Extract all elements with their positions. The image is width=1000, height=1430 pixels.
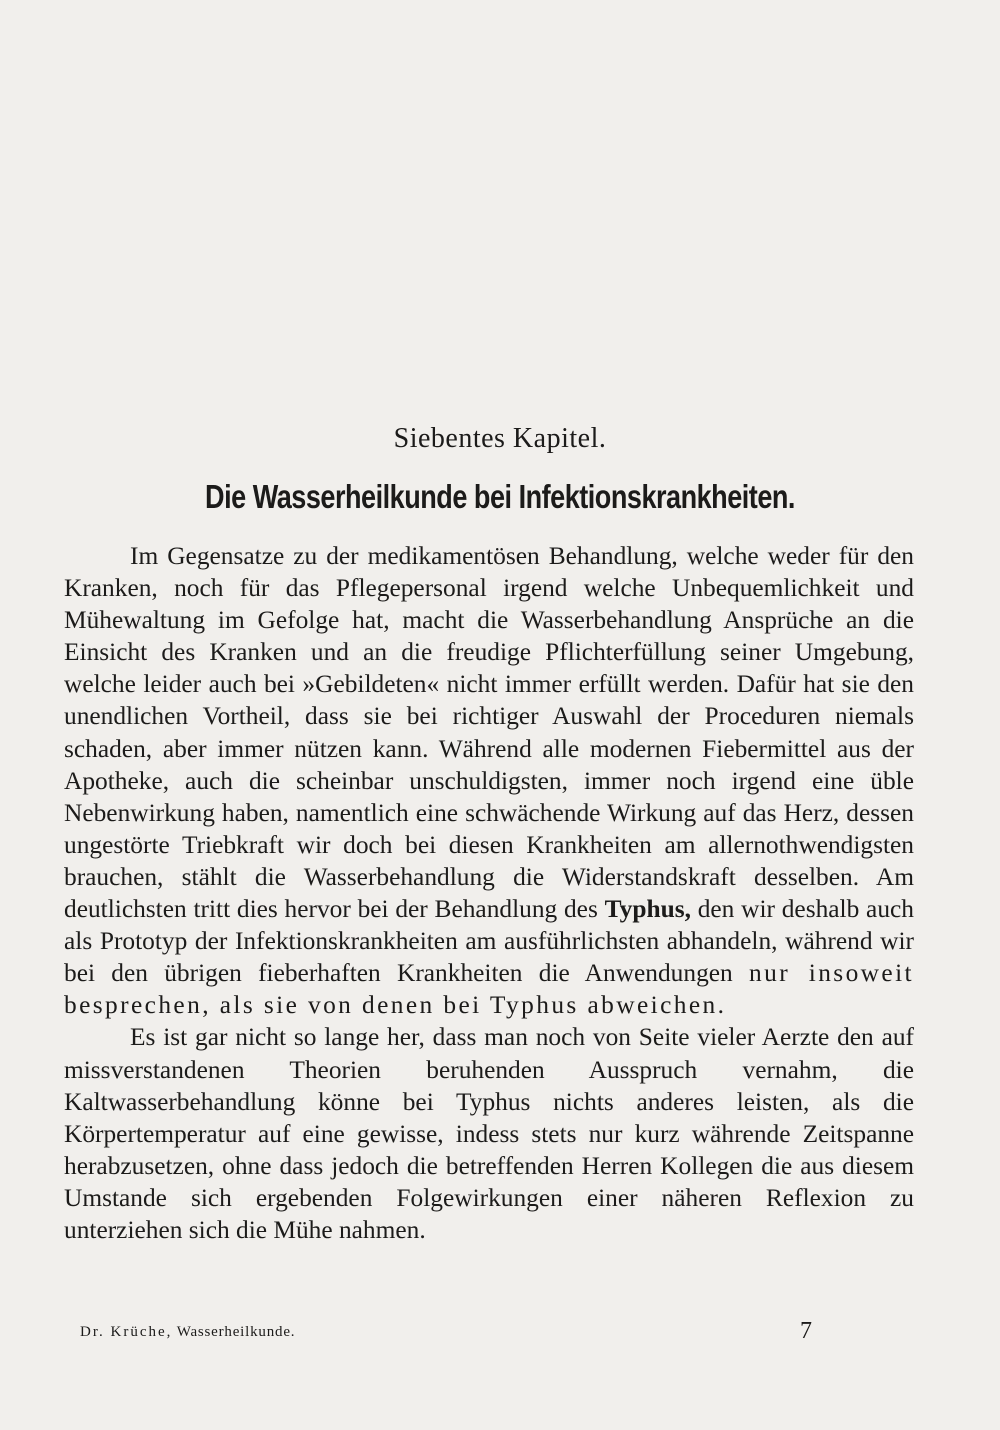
page-footer (80, 1324, 850, 1341)
paragraph-1-text: Im Gegensatze zu der medikamentösen Behandlung, welche weder für den Kranken, noch für das Pflegepersonal irgend welche Unbequemlichkeit und Mühewaltung im Gefolge hat, macht die Wasserbehandlung Ansprüche an die Einsicht des Kranken und an die freudige Pflichterfüllung seiner Umgebung, welche leider auch bei »Gebildeten« nicht immer erfüllt werden. Dafür hat sie den unendlichen Vortheil, dass sie bei richtiger Auswahl der Proceduren niemals schaden, aber immer nützen kann. Während alle modernen Fiebermittel aus der Apotheke, auch die scheinbar unschuldigsten, immer noch irgend eine üble Nebenwirkung haben, namentlich eine schwächende Wirkung auf das Herz, dessen ungestörte Triebkraft wir doch bei diesen Krankheiten am allernothwendigsten brauchen, stählt die Wasserbehandlung die Widerstandskraft desselben. Am deutlichsten tritt dies hervor bei der Behandlung des (64, 542, 914, 924)
emphasis-spaced: nur insoweit besprechen, als sie von denen bei Typhus abweichen. (64, 959, 914, 1020)
footer-work: Wasserheilkunde. (176, 1324, 296, 1340)
paragraph-1 (64, 540, 914, 1021)
body-text (64, 540, 914, 1246)
chapter-label: Siebentes Kapitel. (393, 423, 607, 454)
chapter-title: Die Wasserheilkunde bei Infektionskrankheiten. (205, 478, 795, 515)
emphasis-typhus: Typhus, (604, 895, 691, 924)
paragraph-1-continued: den wir deshalb auch als Prototyp der Infektionskrankheiten am ausführlichsten abhandeln, während wir bei den übrigen fieberhaften Krankheiten die Anwendungen (64, 895, 914, 988)
footer-author: Dr. Krüche, (80, 1324, 173, 1340)
page-number: 7 (800, 1318, 812, 1344)
paragraph-2: Es ist gar nicht so lange her, dass man noch von Seite vieler Aerzte den auf missverstandenen Theorien beruhenden Ausspruch vernahm, die Kaltwasserbehandlung könne bei Typhus nichts anderes leisten, als die Körpertemperatur auf eine gewisse, indess stets nur kurz währende Zeitspanne herabzusetzen, ohne dass jedoch die betreffenden Herren Kollegen die aus diesem Umstande sich ergebenden Folgewirkungen einer näheren Reflexion zu unterziehen sich die Mühe nahmen. (64, 1023, 914, 1244)
